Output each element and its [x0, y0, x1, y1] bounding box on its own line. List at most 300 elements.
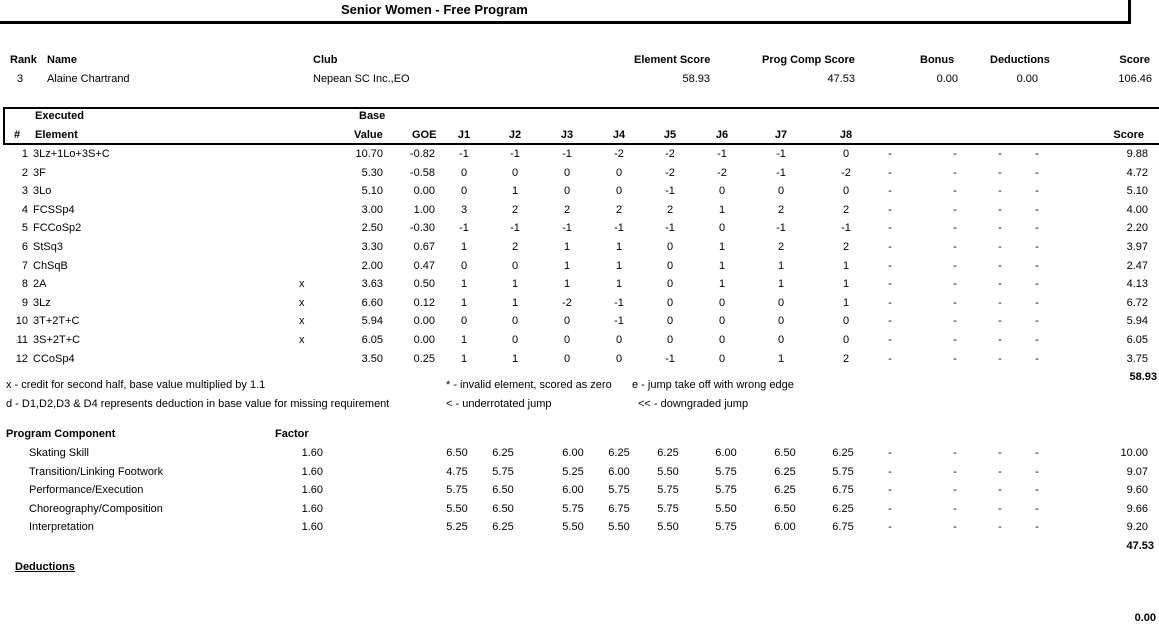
empty-judge-dash: - [998, 166, 1002, 179]
empty-judge-dash: - [1035, 521, 1039, 534]
element-judge-score: 0 [511, 259, 519, 272]
empty-judge-dash: - [953, 241, 957, 253]
empty-judge-dash: - [998, 315, 1002, 328]
empty-judge-dash: - [888, 166, 892, 179]
empty-judge-dash: - [1035, 222, 1039, 235]
component-judge-score: 5.75 [832, 465, 854, 478]
empty-judge-dash: - [953, 185, 957, 198]
element-judge-score: 0 [511, 166, 519, 179]
component-judge-score: 6.50 [446, 447, 468, 459]
element-goe: 1.00 [413, 203, 435, 216]
component-judge-score: 5.75 [608, 484, 630, 497]
component-score: 9.20 [1126, 521, 1148, 534]
element-score: 6.05 [1126, 334, 1148, 346]
deductions-total: 0.00 [1134, 612, 1156, 624]
element-name: CCoSp4 [33, 352, 75, 365]
element-judge-score: 1 [615, 278, 623, 291]
element-judge-score: -1 [614, 315, 624, 328]
component-name: Performance/Execution [29, 484, 144, 497]
component-judge-score: 6.00 [562, 484, 584, 497]
component-judge-score: 5.50 [715, 502, 737, 515]
empty-judge-dash: - [1035, 259, 1039, 272]
element-judge-score: 2 [511, 203, 519, 216]
element-base-value: 2.00 [361, 259, 383, 272]
element-score: 2.47 [1126, 259, 1148, 272]
skater-rank: 3 [17, 73, 24, 85]
element-judge-score: 0 [718, 296, 726, 309]
empty-judge-dash: - [998, 502, 1002, 515]
empty-judge-dash: - [1035, 278, 1039, 291]
element-judge-score: 2 [615, 203, 623, 216]
component-factor: 1.60 [301, 465, 323, 478]
element-num: 8 [21, 278, 28, 291]
element-judge-score: -2 [841, 166, 851, 179]
element-num: 11 [16, 334, 28, 346]
element-judge-score: 1 [511, 185, 519, 198]
empty-judge-dash: - [888, 352, 892, 365]
empty-judge-dash: - [888, 222, 892, 235]
element-goe: 0.00 [413, 315, 435, 328]
component-judge-score: 5.75 [492, 465, 514, 478]
empty-judge-dash: - [998, 148, 1002, 160]
header-name: Name [47, 54, 77, 66]
empty-judge-dash: - [953, 259, 957, 272]
component-judge-score: 5.75 [715, 521, 737, 534]
element-score: 3.75 [1126, 352, 1148, 365]
judge-header-6: J6 [715, 129, 729, 141]
component-judge-score: 4.75 [446, 465, 468, 478]
empty-judge-dash: - [888, 484, 892, 497]
empty-judge-dash: - [888, 185, 892, 198]
empty-judge-dash: - [888, 259, 892, 272]
element-goe: 0.47 [413, 259, 435, 272]
component-judge-score: 5.50 [657, 465, 679, 478]
empty-judge-dash: - [1035, 185, 1039, 198]
element-judge-score: 2 [842, 241, 850, 253]
element-judge-score: 0 [842, 315, 850, 328]
element-judge-score: 1 [460, 352, 468, 365]
empty-judge-dash: - [1035, 484, 1039, 497]
skater-deductions: 0.00 [1016, 73, 1038, 85]
element-judge-score: 1 [563, 278, 571, 291]
element-judge-score: 1 [777, 259, 785, 272]
element-num: 9 [21, 296, 28, 309]
empty-judge-dash: - [888, 148, 892, 160]
skater-element-score: 58.93 [682, 73, 710, 85]
element-base-value: 2.50 [361, 222, 383, 235]
element-judge-score: 0 [777, 296, 785, 309]
element-judge-score: 1 [842, 259, 850, 272]
component-name: Interpretation [29, 521, 94, 534]
empty-judge-dash: - [953, 203, 957, 216]
element-judge-score: 1 [511, 352, 519, 365]
element-judge-score: 0 [511, 334, 519, 346]
component-judge-score: 6.25 [657, 447, 679, 459]
empty-judge-dash: - [953, 148, 957, 160]
deductions-label: Deductions [15, 561, 75, 573]
element-name: 3Lz+1Lo+3S+C [33, 148, 110, 160]
element-judge-score: 0 [666, 296, 674, 309]
empty-judge-dash: - [998, 222, 1002, 235]
component-factor: 1.60 [301, 521, 323, 534]
empty-judge-dash: - [888, 315, 892, 328]
element-judge-score: -2 [562, 296, 572, 309]
element-num: 2 [21, 166, 28, 179]
header-bonus: Bonus [920, 54, 955, 66]
element-judge-score: 0 [666, 315, 674, 328]
note-d: d - D1,D2,D3 & D4 represents deduction in base value for missing requirement [6, 398, 390, 410]
element-judge-score: 0 [718, 352, 726, 365]
element-judge-score: 2 [563, 203, 571, 216]
component-judge-score: 5.75 [657, 502, 679, 515]
element-score: 4.72 [1126, 166, 1148, 179]
element-goe: 0.50 [413, 278, 435, 291]
component-judge-score: 5.50 [446, 502, 468, 515]
element-judge-score: 0 [718, 185, 726, 198]
empty-judge-dash: - [998, 203, 1002, 216]
component-judge-score: 6.25 [608, 447, 630, 459]
element-base-value: 5.10 [361, 185, 383, 198]
element-judge-score: -1 [665, 185, 675, 198]
elements-total: 58.93 [1129, 371, 1157, 383]
empty-judge-dash: - [998, 185, 1002, 198]
element-num: 1 [21, 148, 28, 160]
empty-judge-dash: - [998, 484, 1002, 497]
element-goe: 0.25 [413, 352, 435, 365]
element-judge-score: 0 [615, 166, 623, 179]
element-judge-score: 0 [615, 334, 623, 346]
element-judge-score: 0 [563, 352, 571, 365]
empty-judge-dash: - [1035, 447, 1039, 459]
element-judge-score: -1 [776, 222, 786, 235]
element-judge-score: 0 [842, 334, 850, 346]
empty-judge-dash: - [953, 222, 957, 235]
element-second-half-mark: x [299, 278, 305, 291]
element-judge-score: 1 [460, 334, 468, 346]
empty-judge-dash: - [1035, 502, 1039, 515]
element-judge-score: 0 [777, 315, 785, 328]
element-judge-score: 0 [563, 315, 571, 328]
element-name: ChSqB [33, 259, 68, 272]
component-factor: 1.60 [301, 502, 323, 515]
component-judge-score: 6.25 [492, 521, 514, 534]
element-score: 9.88 [1126, 148, 1148, 160]
component-judge-score: 5.50 [562, 521, 584, 534]
element-judge-score: 2 [511, 241, 519, 253]
component-judge-score: 6.25 [832, 502, 854, 515]
element-judge-score: 0 [718, 334, 726, 346]
component-judge-score: 5.50 [657, 521, 679, 534]
element-judge-score: -1 [459, 148, 469, 160]
component-name: Skating Skill [29, 447, 89, 459]
judge-header-8: J8 [839, 129, 853, 141]
element-judge-score: 0 [718, 222, 726, 235]
empty-judge-dash: - [888, 241, 892, 253]
header-rank: Rank [10, 54, 37, 66]
element-judge-score: -1 [562, 222, 572, 235]
empty-judge-dash: - [888, 502, 892, 515]
element-base-value: 10.70 [355, 148, 383, 160]
elements-header-score: Score [1113, 129, 1144, 141]
element-judge-score: 1 [718, 241, 726, 253]
component-judge-score: 6.75 [608, 502, 630, 515]
element-second-half-mark: x [299, 334, 305, 346]
element-num: 4 [21, 203, 28, 216]
element-judge-score: -1 [776, 148, 786, 160]
element-name: FCCoSp2 [33, 222, 82, 235]
element-goe: -0.30 [409, 222, 435, 235]
element-name: 3Lo [33, 185, 52, 198]
empty-judge-dash: - [1035, 166, 1039, 179]
judge-header-1: J1 [457, 129, 471, 141]
element-judge-score: 1 [511, 296, 519, 309]
element-judge-score: 0 [666, 334, 674, 346]
empty-judge-dash: - [888, 465, 892, 478]
element-judge-score: 0 [460, 185, 468, 198]
element-judge-score: 0 [563, 166, 571, 179]
elements-header-base: Base [359, 110, 386, 122]
component-judge-score: 6.50 [774, 447, 796, 459]
note-edge: e - jump take off with wrong edge [632, 379, 794, 391]
element-second-half-mark: x [299, 315, 305, 328]
element-judge-score: 2 [842, 203, 850, 216]
element-judge-score: 0 [842, 148, 850, 160]
component-score: 9.60 [1126, 484, 1148, 497]
empty-judge-dash: - [953, 296, 957, 309]
judge-header-4: J4 [612, 129, 626, 141]
elements-header-num: # [14, 129, 21, 141]
page-title: Senior Women - Free Program [341, 2, 528, 17]
empty-judge-dash: - [953, 484, 957, 497]
header-club: Club [313, 54, 338, 66]
element-name: FCSSp4 [33, 203, 75, 216]
component-score: 9.07 [1126, 465, 1148, 478]
element-judge-score: -1 [665, 222, 675, 235]
element-judge-score: -1 [717, 148, 727, 160]
header-element-score: Element Score [634, 54, 711, 66]
element-base-value: 3.30 [361, 241, 383, 253]
elements-header-executed: Executed [35, 110, 84, 122]
header-score: Score [1119, 54, 1150, 66]
element-goe: 0.12 [413, 296, 435, 309]
note-invalid: * - invalid element, scored as zero [446, 379, 612, 391]
element-score: 4.13 [1126, 278, 1148, 291]
element-judge-score: 0 [460, 166, 468, 179]
element-num: 10 [15, 315, 28, 328]
element-judge-score: -1 [614, 296, 624, 309]
element-base-value: 5.30 [361, 166, 383, 179]
element-goe: 0.67 [413, 241, 435, 253]
element-base-value: 3.63 [361, 278, 383, 291]
empty-judge-dash: - [998, 296, 1002, 309]
element-judge-score: 2 [666, 203, 674, 216]
component-judge-score: 6.00 [608, 465, 630, 478]
element-judge-score: -2 [665, 166, 675, 179]
element-judge-score: 1 [563, 259, 571, 272]
skater-bonus: 0.00 [936, 73, 958, 85]
element-judge-score: 0 [777, 334, 785, 346]
empty-judge-dash: - [1035, 315, 1039, 328]
empty-judge-dash: - [998, 521, 1002, 534]
element-judge-score: 2 [842, 352, 850, 365]
element-name: StSq3 [33, 241, 63, 253]
element-base-value: 6.05 [361, 334, 383, 346]
empty-judge-dash: - [953, 502, 957, 515]
empty-judge-dash: - [998, 241, 1002, 253]
element-base-value: 5.94 [361, 315, 383, 328]
component-judge-score: 6.00 [715, 447, 737, 459]
element-score: 6.72 [1126, 296, 1148, 309]
element-judge-score: -2 [614, 148, 624, 160]
title-box [0, 0, 1131, 24]
empty-judge-dash: - [953, 465, 957, 478]
component-judge-score: 6.75 [832, 521, 854, 534]
component-judge-score: 5.75 [657, 484, 679, 497]
element-name: 3Lz [33, 296, 51, 309]
element-goe: 0.00 [413, 334, 435, 346]
element-judge-score: 0 [666, 259, 674, 272]
element-score: 5.10 [1126, 185, 1148, 198]
empty-judge-dash: - [1035, 334, 1039, 346]
empty-judge-dash: - [998, 447, 1002, 459]
element-judge-score: -1 [459, 222, 469, 235]
judge-header-2: J2 [508, 129, 522, 141]
empty-judge-dash: - [998, 334, 1002, 346]
element-score: 3.97 [1126, 241, 1148, 253]
empty-judge-dash: - [998, 259, 1002, 272]
element-judge-score: 0 [666, 241, 674, 253]
element-judge-score: 1 [460, 278, 468, 291]
component-judge-score: 6.25 [492, 447, 514, 459]
note-down: << - downgraded jump [638, 398, 749, 410]
elements-header-value: Value [354, 129, 383, 141]
element-score: 5.94 [1126, 315, 1148, 328]
empty-judge-dash: - [888, 203, 892, 216]
empty-judge-dash: - [888, 334, 892, 346]
element-judge-score: 3 [460, 203, 468, 216]
element-judge-score: 1 [615, 241, 623, 253]
element-judge-score: 0 [777, 185, 785, 198]
component-judge-score: 6.00 [562, 447, 584, 459]
element-num: 7 [21, 259, 28, 272]
component-judge-score: 6.50 [774, 502, 796, 515]
component-judge-score: 6.25 [774, 484, 796, 497]
element-judge-score: 1 [460, 241, 468, 253]
component-judge-score: 6.00 [774, 521, 796, 534]
component-judge-score: 5.75 [562, 502, 584, 515]
empty-judge-dash: - [953, 352, 957, 365]
element-goe: -0.58 [409, 166, 435, 179]
element-goe: -0.82 [409, 148, 435, 160]
element-judge-score: 1 [718, 259, 726, 272]
element-judge-score: 1 [460, 296, 468, 309]
empty-judge-dash: - [1035, 241, 1039, 253]
element-num: 12 [15, 352, 28, 365]
component-judge-score: 6.50 [492, 502, 514, 515]
judge-header-5: J5 [663, 129, 677, 141]
element-num: 3 [21, 185, 28, 198]
component-score: 9.66 [1126, 502, 1148, 515]
components-total: 47.53 [1126, 540, 1154, 552]
element-num: 6 [21, 241, 28, 253]
element-second-half-mark: x [299, 296, 305, 309]
element-name: 3F [33, 166, 46, 179]
component-judge-score: 5.75 [715, 484, 737, 497]
empty-judge-dash: - [888, 447, 892, 459]
element-goe: 0.00 [413, 185, 435, 198]
element-judge-score: -1 [841, 222, 851, 235]
element-judge-score: -1 [614, 222, 624, 235]
element-judge-score: 0 [460, 259, 468, 272]
element-judge-score: -1 [510, 148, 520, 160]
header-prog-comp-score: Prog Comp Score [762, 54, 855, 66]
empty-judge-dash: - [888, 521, 892, 534]
element-score: 2.20 [1126, 222, 1148, 235]
element-base-value: 3.00 [361, 203, 383, 216]
empty-judge-dash: - [998, 278, 1002, 291]
component-name: Transition/Linking Footwork [29, 465, 164, 478]
component-judge-score: 5.25 [446, 521, 468, 534]
element-judge-score: -2 [665, 148, 675, 160]
element-judge-score: 1 [718, 203, 726, 216]
header-deductions: Deductions [990, 54, 1050, 66]
component-judge-score: 6.25 [774, 465, 796, 478]
components-header-factor: Factor [275, 428, 309, 440]
empty-judge-dash: - [998, 465, 1002, 478]
component-name: Choreography/Composition [29, 502, 163, 515]
component-factor: 1.60 [301, 484, 323, 497]
element-judge-score: 1 [842, 278, 850, 291]
empty-judge-dash: - [1035, 296, 1039, 309]
element-judge-score: 0 [511, 315, 519, 328]
element-judge-score: -1 [562, 148, 572, 160]
component-judge-score: 5.25 [562, 465, 584, 478]
empty-judge-dash: - [953, 334, 957, 346]
empty-judge-dash: - [953, 315, 957, 328]
elements-header-goe: GOE [412, 129, 437, 141]
element-judge-score: 0 [563, 185, 571, 198]
element-judge-score: 1 [718, 278, 726, 291]
skater-prog-comp-score: 47.53 [827, 73, 855, 85]
component-score: 10.00 [1120, 447, 1148, 459]
judge-header-7: J7 [774, 129, 788, 141]
empty-judge-dash: - [1035, 148, 1039, 160]
component-judge-score: 5.75 [715, 465, 737, 478]
element-score: 4.00 [1126, 203, 1148, 216]
element-judge-score: -1 [776, 166, 786, 179]
empty-judge-dash: - [1035, 203, 1039, 216]
element-judge-score: 1 [842, 296, 850, 309]
element-judge-score: 0 [460, 315, 468, 328]
note-under: < - underrotated jump [446, 398, 552, 410]
judge-header-3: J3 [560, 129, 574, 141]
element-name: 2A [33, 278, 47, 291]
element-judge-score: 1 [563, 241, 571, 253]
element-judge-score: 0 [718, 315, 726, 328]
element-base-value: 3.50 [361, 352, 383, 365]
skater-score: 106.46 [1118, 73, 1152, 85]
element-judge-score: 2 [777, 241, 785, 253]
element-judge-score: 0 [563, 334, 571, 346]
element-judge-score: 0 [615, 185, 623, 198]
element-judge-score: 1 [777, 352, 785, 365]
skater-name: Alaine Chartrand [47, 73, 130, 85]
elements-header-element: Element [35, 129, 78, 141]
skater-club: Nepean SC Inc.,EO [313, 73, 410, 85]
element-judge-score: 0 [842, 185, 850, 198]
empty-judge-dash: - [953, 166, 957, 179]
component-judge-score: 6.25 [832, 447, 854, 459]
